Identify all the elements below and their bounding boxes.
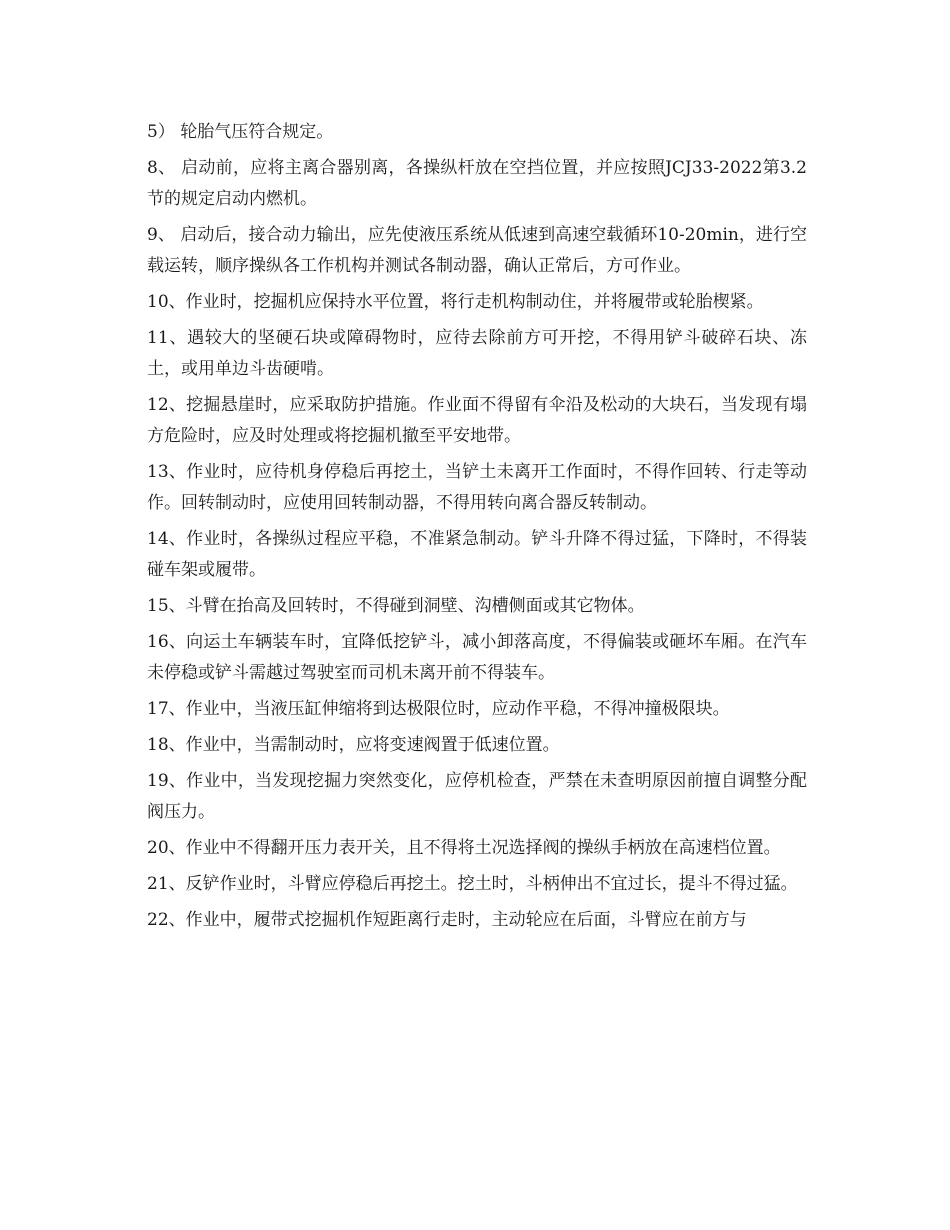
paragraph-19-force-change: 19、作业中，当发现挖掘力突然变化，应停机检查，严禁在未查明原因前擅自调整分配阀压力。: [147, 771, 807, 822]
paragraph-8-before-start: 8、 启动前，应将主离合器别离，各操纵杆放在空挡位置，并应按照JCJ33-2022第3.2节的规定启动内燃机。: [147, 158, 807, 209]
paragraph-16-truck-loading: 16、向运土车辆装车时，宜降低挖铲斗，减小卸落高度，不得偏装或砸坏车厢。在汽车未停稳或铲斗需越过驾驶室而司机未离开前不得装车。: [147, 632, 807, 683]
paragraph-17-cylinder-limit: 17、作业中，当液压缸伸缩将到达极限位时，应动作平稳，不得冲撞极限块。: [147, 699, 730, 719]
paragraph-12-cliff-digging: 12、挖掘悬崖时，应采取防护措施。作业面不得留有伞沿及松动的大块石，当发现有塌方危险时，应及时处理或将挖掘机撤至平安地带。: [147, 395, 807, 446]
paragraph-13-stable-digging: 13、作业时，应待机身停稳后再挖土，当铲土未离开工作面时，不得作回转、行走等动作。回转制动时，应使用回转制动器，不得用转向离合器反转制动。: [147, 462, 807, 513]
paragraph-15-boom-clearance: 15、斗臂在抬高及回转时，不得碰到洞壁、沟槽侧面或其它物体。: [147, 596, 645, 616]
paragraph-18-braking: 18、作业中，当需制动时，应将变速阀置于低速位置。: [147, 735, 560, 755]
paragraph-9-after-start: 9、 启动后，接合动力输出，应先使液压系统从低速到高速空载循环10-20min，进行空载运转，顺序操纵各工作机构并测试各制动器，确认正常后，方可作业。: [147, 225, 807, 276]
paragraph-14-smooth-operation: 14、作业时，各操纵过程应平稳，不准紧急制动。铲斗升降不得过猛，下降时，不得装碰车架或履带。: [147, 529, 807, 580]
document-body: [147, 117, 807, 941]
paragraph-5-tire-pressure: 5） 轮胎气压符合规定。: [147, 122, 334, 142]
paragraph-22-short-travel: 22、作业中，履带式挖掘机作短距离行走时，主动轮应在后面，斗臂应在前方与: [147, 910, 747, 930]
paragraph-21-backhoe: 21、反铲作业时，斗臂应停稳后再挖土。挖土时，斗柄伸出不宜过长，提斗不得过猛。: [147, 874, 798, 894]
paragraph-20-pressure-gauge: 20、作业中不得翻开压力表开关，且不得将土况选择阀的操纵手柄放在高速档位置。: [147, 838, 781, 858]
paragraph-10-level-position: 10、作业时，挖掘机应保持水平位置，将行走机构制动住，并将履带或轮胎楔紧。: [147, 292, 764, 312]
paragraph-11-hard-rocks: 11、遇较大的坚硬石块或障碍物时，应待去除前方可开挖，不得用铲斗破碎石块、冻土，或用单边斗齿硬啃。: [147, 328, 807, 379]
